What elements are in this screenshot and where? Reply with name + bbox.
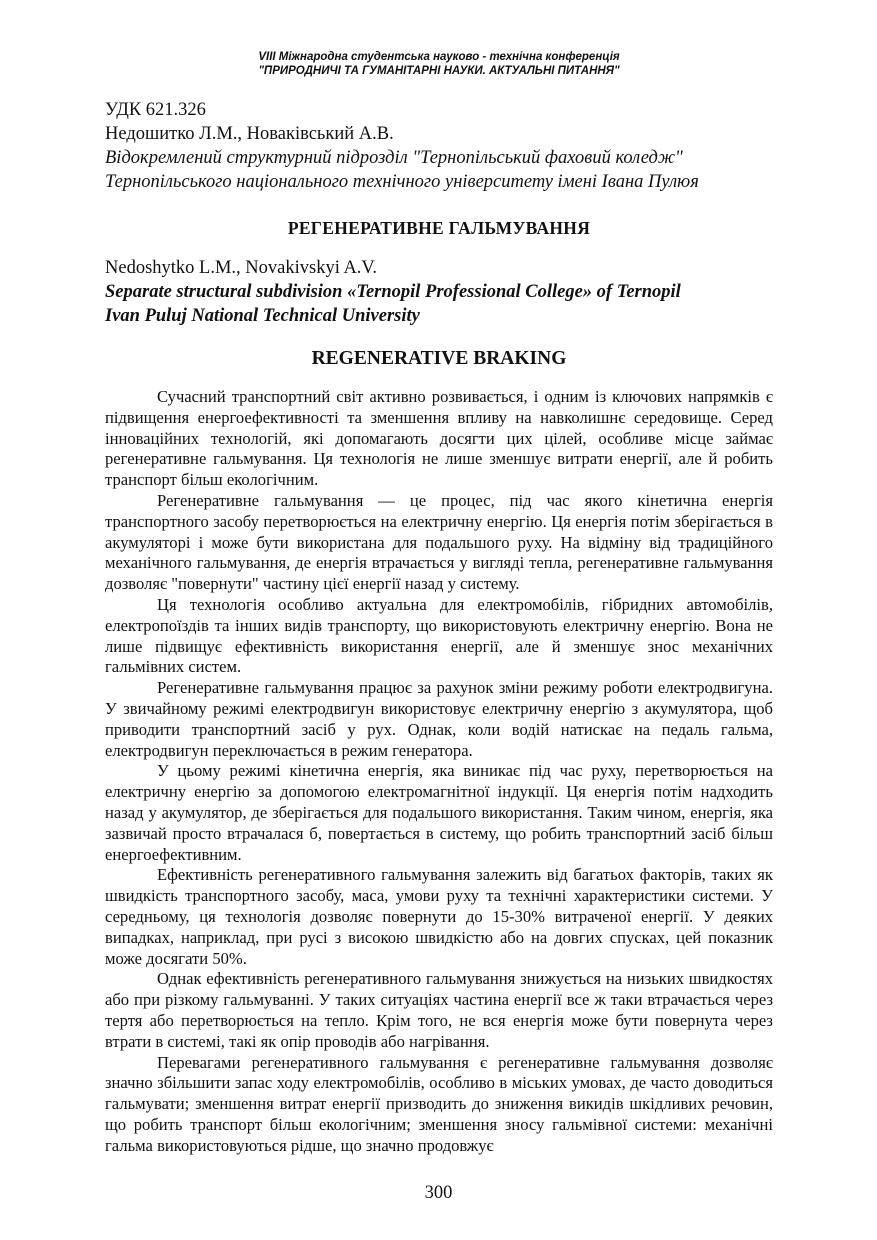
affiliation-ukrainian-line2: Тернопільського національного технічного університету імені Івана Пулюя (105, 172, 699, 192)
conference-header-line1: VIII Міжнародна студентська науково - технічна конференція (258, 51, 620, 63)
affiliation-ukrainian (105, 146, 773, 194)
title-english: REGENERATIVE BRAKING (311, 348, 567, 369)
paragraph: Регенеративне гальмування працює за рахунок зміни режиму роботи електродвигуна. У звичайному режимі електродвигун використовує електричну енергію з акумулятора, щоб приводити транспортний засіб у рух. Однак, коли водій натискає на педаль гальма, електродвигун переключається в режим генератора. (105, 678, 773, 760)
paragraph: Сучасний транспортний світ активно розвивається, і одним із ключових напрямків є підвищення енергоефективності та зменшення впливу на навколишнє середовище. Серед інноваційних технологій, які допомагають досягти цих цілей, особливе місце займає регенеративне гальмування. Ця технологія не лише зменшує витрати енергії, але й робить транспорт більш екологічним. (105, 387, 773, 490)
affiliation-english-line2: Ivan Puluj National Technical University (105, 306, 420, 326)
authors-english: Nedoshytko L.M., Novakivskyi A.V. (105, 258, 378, 278)
conference-header (105, 50, 773, 78)
paragraph: У цьому режимі кінетична енергія, яка виникає під час руху, перетворюється на електричну енергію за допомогою електромагнітної індукції. Ця енергія потім надходить назад у акумулятор, де зберігається для подальшого використання. Таким чином, енергія, яка зазвичай просто втрачалася б, повертається в систему, що робить транспортний засіб більш енергоефективним. (105, 761, 773, 864)
title-ukrainian: РЕГЕНЕРАТИВНЕ ГАЛЬМУВАННЯ (287, 218, 591, 238)
page-number: 300 (424, 1183, 453, 1203)
affiliation-english (105, 280, 773, 328)
article-body (105, 387, 773, 1156)
paragraph: Ефективність регенеративного гальмування залежить від багатьох факторів, таких як швидкість транспортного засобу, маса, умови руху та технічні характеристики системи. У середньому, ця технологія дозволяє повернути до 15-30% витраченої енергії. У деяких випадках, наприклад, при русі з високою швидкістю або на довгих спусках, цей показник може досягати 50%. (105, 865, 773, 968)
affiliation-english-line1: Separate structural subdivision «Ternopil Professional College» of Ternopil (105, 282, 681, 302)
conference-header-line2: "ПРИРОДНИЧІ ТА ГУМАНІТАРНІ НАУКИ. АКТУАЛЬНІ ПИТАННЯ" (258, 65, 620, 77)
authors-ukrainian: Недошитко Л.М., Новаківський А.В. (105, 124, 394, 144)
paragraph: Однак ефективність регенеративного гальмування знижується на низьких швидкостях або при різкому гальмуванні. У таких ситуаціях частина енергії все ж таки втрачається через тертя або перетворюється на тепло. Крім того, не вся енергія може бути повернута через втрати в системі, такі як опір проводів або нагрівання. (105, 969, 773, 1051)
paragraph: Перевагами регенеративного гальмування є регенеративне гальмування дозволяє значно збільшити запас ходу електромобілів, особливо в міських умовах, де часто доводиться гальмувати; зменшення витрат енергії призводить до зниження викидів шкідливих речовин, що робить транспорт більш екологічним; зменшення зносу гальмівної системи: механічні гальма використовуються рідше, що значно продовжує (105, 1052, 773, 1155)
paragraph: Ця технологія особливо актуальна для електромобілів, гібридних автомобілів, електропоїздів та інших видів транспорту, що використовують електричну енергію. Вона не лише підвищує ефективність використання енергії, але й зменшує знос механічних гальмівних систем. (105, 594, 773, 677)
udk-code: УДК 621.326 (105, 100, 206, 120)
affiliation-ukrainian-line1: Відокремлений структурний підрозділ "Тернопільський фаховий коледж" (105, 148, 683, 168)
paragraph: Регенеративне гальмування — це процес, під час якого кінетична енергія транспортного засобу перетворюється на електричну енергію. Ця енергія потім зберігається в акумуляторі і може бути використана для подальшого руху. На відміну від традиційного механічного гальмування, де енергія втрачається у вигляді тепла, регенеративне гальмування дозволяє "повернути" частину цієї енергії назад у систему. (105, 490, 773, 594)
